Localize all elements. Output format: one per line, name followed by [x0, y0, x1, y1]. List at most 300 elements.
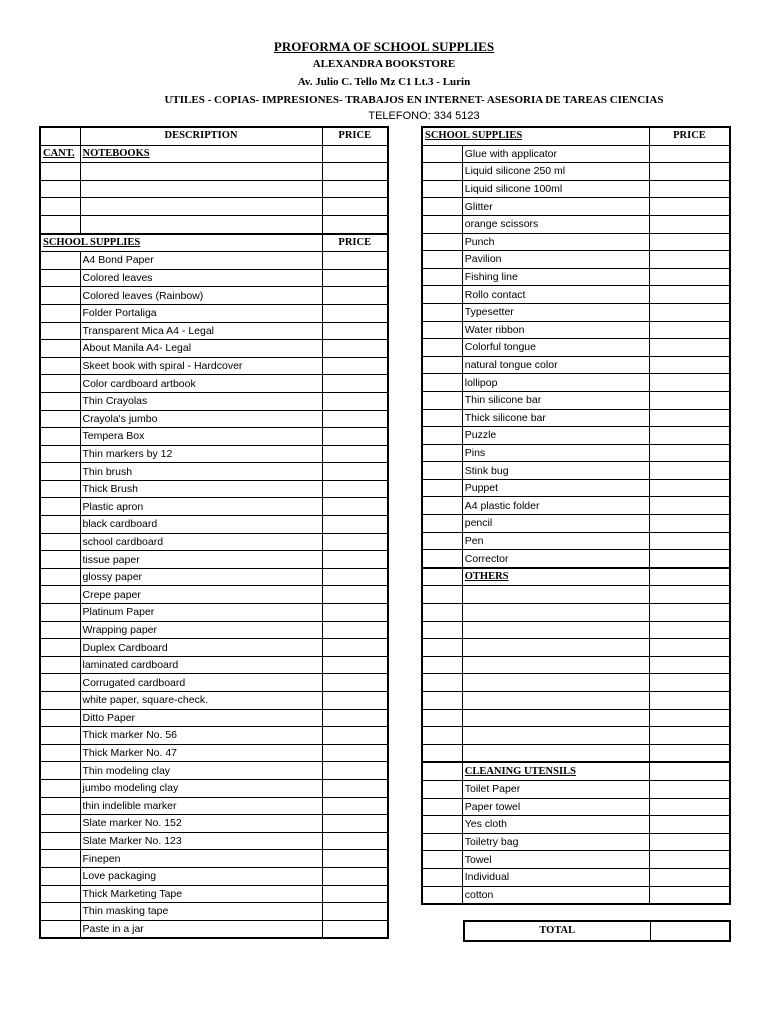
price-cell[interactable]	[322, 445, 388, 463]
price-cell[interactable]	[322, 920, 388, 938]
price-cell[interactable]	[649, 462, 730, 480]
qty-cell[interactable]	[422, 409, 462, 427]
price-cell[interactable]	[649, 621, 730, 639]
notebook-description-cell[interactable]	[80, 163, 322, 181]
qty-cell[interactable]	[40, 920, 80, 938]
price-cell[interactable]	[322, 145, 388, 163]
table-row	[422, 356, 730, 374]
price-cell[interactable]	[649, 532, 730, 550]
qty-cell[interactable]	[40, 762, 80, 780]
item-label: Thin Crayolas	[80, 392, 322, 410]
price-cell[interactable]	[649, 833, 730, 851]
others-blank-row	[422, 639, 730, 657]
qty-cell[interactable]	[422, 639, 462, 657]
qty-cell[interactable]	[40, 533, 80, 551]
item-label: Thin markers by 12	[80, 445, 322, 463]
qty-cell[interactable]	[422, 798, 462, 816]
price-cell[interactable]	[322, 392, 388, 410]
table-row	[40, 463, 388, 481]
right-supplies-table	[421, 126, 731, 905]
price-cell[interactable]	[322, 656, 388, 674]
price-cell[interactable]	[649, 816, 730, 834]
item-label: Finepen	[80, 850, 322, 868]
item-label: A4 plastic folder	[462, 497, 649, 515]
qty-cell[interactable]	[422, 145, 462, 163]
table-row	[40, 498, 388, 516]
other-description-cell[interactable]	[462, 692, 649, 710]
item-label: Plastic apron	[80, 498, 322, 516]
qty-cell[interactable]	[40, 340, 80, 358]
price-cell[interactable]	[649, 145, 730, 163]
qty-cell[interactable]	[422, 462, 462, 480]
qty-cell[interactable]	[40, 357, 80, 375]
page-title: PROFORMA OF SCHOOL SUPPLIES	[273, 39, 495, 54]
table-row	[422, 868, 730, 886]
other-description-cell[interactable]	[462, 586, 649, 604]
other-description-cell[interactable]	[462, 621, 649, 639]
table-row	[40, 850, 388, 868]
qty-cell[interactable]	[40, 252, 80, 270]
other-description-cell[interactable]	[462, 639, 649, 657]
price-cell[interactable]	[322, 832, 388, 850]
price-cell[interactable]	[649, 479, 730, 497]
price-cell[interactable]	[649, 798, 730, 816]
price-cell[interactable]	[649, 233, 730, 251]
price-cell[interactable]	[322, 692, 388, 710]
price-cell[interactable]	[322, 180, 388, 198]
notebook-description-cell[interactable]	[80, 198, 322, 216]
item-label: Thin brush	[80, 463, 322, 481]
qty-cell[interactable]	[40, 463, 80, 481]
table-row	[422, 532, 730, 550]
qty-cell[interactable]	[422, 233, 462, 251]
price-cell[interactable]	[649, 339, 730, 357]
item-label: Liquid silicone 250 ml	[462, 163, 649, 181]
qty-cell[interactable]	[422, 674, 462, 692]
item-label: Toiletry bag	[462, 833, 649, 851]
table-row	[40, 252, 388, 270]
price-cell[interactable]	[649, 550, 730, 568]
price-cell[interactable]	[649, 780, 730, 798]
qty-cell[interactable]	[422, 268, 462, 286]
table-row	[422, 251, 730, 269]
qty-cell[interactable]	[40, 480, 80, 498]
other-description-cell[interactable]	[462, 656, 649, 674]
qty-cell[interactable]	[40, 692, 80, 710]
qty-cell[interactable]	[40, 322, 80, 340]
qty-cell[interactable]	[422, 744, 462, 762]
price-cell[interactable]	[649, 727, 730, 745]
price-cell[interactable]	[649, 586, 730, 604]
left-school-price-label: PRICE	[322, 234, 388, 252]
others-header-row	[422, 568, 730, 586]
qty-cell[interactable]	[40, 551, 80, 569]
item-label: Rollo contact	[462, 286, 649, 304]
price-cell[interactable]	[649, 444, 730, 462]
qty-cell[interactable]	[422, 444, 462, 462]
qty-cell[interactable]	[40, 392, 80, 410]
price-cell[interactable]	[649, 163, 730, 181]
price-cell[interactable]	[649, 868, 730, 886]
price-cell[interactable]	[649, 356, 730, 374]
notebooks-label: NOTEBOOKS	[80, 145, 322, 163]
item-label: Thin modeling clay	[80, 762, 322, 780]
qty-cell[interactable]	[40, 867, 80, 885]
price-cell[interactable]	[322, 463, 388, 481]
qty-cell[interactable]	[422, 868, 462, 886]
price-cell[interactable]	[649, 374, 730, 392]
price-cell[interactable]	[322, 287, 388, 305]
price-cell[interactable]	[649, 692, 730, 710]
qty-cell[interactable]	[40, 586, 80, 604]
price-cell[interactable]	[649, 851, 730, 869]
table-row	[40, 516, 388, 534]
price-cell[interactable]	[322, 498, 388, 516]
price-cell[interactable]	[649, 639, 730, 657]
price-cell[interactable]	[322, 709, 388, 727]
qty-cell[interactable]	[40, 498, 80, 516]
price-cell[interactable]	[649, 180, 730, 198]
table-row	[40, 568, 388, 586]
item-label: Love packaging	[80, 867, 322, 885]
price-cell[interactable]	[649, 604, 730, 622]
table-row	[40, 797, 388, 815]
cleaning-label: CLEANING UTENSILS	[462, 762, 649, 780]
price-cell[interactable]	[649, 497, 730, 515]
table-row	[40, 815, 388, 833]
item-label: Ditto Paper	[80, 709, 322, 727]
price-cell[interactable]	[322, 604, 388, 622]
qty-cell[interactable]	[422, 515, 462, 533]
price-cell[interactable]	[322, 322, 388, 340]
qty-cell[interactable]	[422, 427, 462, 445]
price-cell[interactable]	[322, 516, 388, 534]
store-phone: TELEFONO: 334 5123	[368, 110, 480, 122]
notebook-description-cell[interactable]	[80, 180, 322, 198]
item-label: Fishing line	[462, 268, 649, 286]
qty-cell[interactable]	[422, 727, 462, 745]
item-label: Thick marker No. 56	[80, 727, 322, 745]
store-name: ALEXANDRA BOOKSTORE	[312, 58, 456, 70]
price-cell[interactable]	[322, 252, 388, 270]
price-cell[interactable]	[322, 674, 388, 692]
table-row	[422, 163, 730, 181]
item-label: Thick Brush	[80, 480, 322, 498]
qty-cell[interactable]	[422, 780, 462, 798]
table-row	[40, 586, 388, 604]
table-row	[40, 392, 388, 410]
other-description-cell[interactable]	[462, 604, 649, 622]
qty-cell[interactable]	[40, 656, 80, 674]
qty-cell[interactable]	[422, 886, 462, 904]
table-row	[40, 727, 388, 745]
qty-cell[interactable]	[422, 251, 462, 269]
qty-cell[interactable]	[422, 586, 462, 604]
qty-cell[interactable]	[422, 833, 462, 851]
qty-cell[interactable]	[40, 604, 80, 622]
table-row	[422, 145, 730, 163]
notebook-blank-row	[40, 215, 388, 233]
others-blank-row	[422, 604, 730, 622]
price-cell[interactable]	[322, 375, 388, 393]
qty-cell[interactable]	[422, 374, 462, 392]
qty-cell[interactable]	[40, 674, 80, 692]
item-label: cotton	[462, 886, 649, 904]
item-label: thin indelible marker	[80, 797, 322, 815]
qty-cell[interactable]	[422, 621, 462, 639]
qty-cell[interactable]	[40, 639, 80, 657]
price-cell[interactable]	[322, 480, 388, 498]
item-label: white paper, square-check.	[80, 692, 322, 710]
table-row	[422, 515, 730, 533]
price-cell[interactable]	[649, 286, 730, 304]
price-cell[interactable]	[322, 815, 388, 833]
qty-cell[interactable]	[40, 744, 80, 762]
price-cell[interactable]	[322, 551, 388, 569]
table-row	[422, 851, 730, 869]
price-cell[interactable]	[322, 163, 388, 181]
item-label: Stink bug	[462, 462, 649, 480]
qty-cell[interactable]	[40, 198, 80, 216]
item-label: pencil	[462, 515, 649, 533]
price-cell[interactable]	[322, 727, 388, 745]
table-row	[40, 533, 388, 551]
qty-cell[interactable]	[422, 286, 462, 304]
qty-cell[interactable]	[422, 391, 462, 409]
total-value-cell[interactable]	[650, 921, 730, 941]
price-cell[interactable]	[322, 744, 388, 762]
item-label: Platinum Paper	[80, 604, 322, 622]
price-cell[interactable]	[649, 303, 730, 321]
price-cell[interactable]	[649, 427, 730, 445]
other-description-cell[interactable]	[462, 727, 649, 745]
qty-cell[interactable]	[422, 709, 462, 727]
item-label: Thin silicone bar	[462, 391, 649, 409]
others-label: OTHERS	[462, 568, 649, 586]
item-label: Glue with applicator	[462, 145, 649, 163]
other-description-cell[interactable]	[462, 674, 649, 692]
others-blank-row	[422, 674, 730, 692]
price-cell[interactable]	[322, 850, 388, 868]
other-description-cell[interactable]	[462, 709, 649, 727]
table-row	[40, 867, 388, 885]
qty-cell[interactable]	[40, 304, 80, 322]
item-label: Water ribbon	[462, 321, 649, 339]
item-label: Tempera Box	[80, 428, 322, 446]
qty-cell[interactable]	[40, 779, 80, 797]
qty-cell[interactable]	[40, 375, 80, 393]
price-cell[interactable]	[322, 586, 388, 604]
qty-cell[interactable]	[40, 428, 80, 446]
qty-cell[interactable]	[40, 903, 80, 921]
qty-cell[interactable]	[422, 198, 462, 216]
table-row	[40, 287, 388, 305]
price-cell[interactable]	[649, 321, 730, 339]
qty-cell[interactable]	[422, 321, 462, 339]
item-label: black cardboard	[80, 516, 322, 534]
qty-cell[interactable]	[422, 762, 462, 780]
price-cell[interactable]	[322, 533, 388, 551]
price-cell[interactable]	[322, 621, 388, 639]
price-cell[interactable]	[649, 391, 730, 409]
price-cell[interactable]	[322, 867, 388, 885]
price-cell[interactable]	[322, 357, 388, 375]
qty-cell[interactable]	[422, 568, 462, 586]
price-cell[interactable]	[649, 198, 730, 216]
price-cell[interactable]	[322, 568, 388, 586]
price-cell[interactable]	[649, 409, 730, 427]
table-row	[422, 462, 730, 480]
qty-cell[interactable]	[422, 339, 462, 357]
price-cell[interactable]	[322, 269, 388, 287]
qty-cell[interactable]	[40, 269, 80, 287]
qty-cell[interactable]	[40, 215, 80, 233]
item-label: Thick Marker No. 47	[80, 744, 322, 762]
table-row	[40, 744, 388, 762]
price-cell[interactable]	[322, 797, 388, 815]
item-label: Individual	[462, 868, 649, 886]
qty-cell[interactable]	[422, 215, 462, 233]
item-label: Folder Portaliga	[80, 304, 322, 322]
table-row	[422, 268, 730, 286]
qty-cell[interactable]	[40, 815, 80, 833]
table-row	[422, 215, 730, 233]
table-row	[40, 322, 388, 340]
price-cell[interactable]	[649, 886, 730, 904]
item-label: Puppet	[462, 479, 649, 497]
table-row	[40, 674, 388, 692]
others-blank-row	[422, 744, 730, 762]
item-label: Thin masking tape	[80, 903, 322, 921]
other-description-cell[interactable]	[462, 744, 649, 762]
price-cell[interactable]	[649, 268, 730, 286]
price-cell[interactable]	[649, 709, 730, 727]
qty-cell[interactable]	[40, 163, 80, 181]
item-label: Skeet book with spiral - Hardcover	[80, 357, 322, 375]
qty-cell[interactable]	[422, 656, 462, 674]
table-row	[40, 779, 388, 797]
item-label: Slate marker No. 152	[80, 815, 322, 833]
price-cell[interactable]	[322, 779, 388, 797]
price-cell[interactable]	[322, 340, 388, 358]
qty-cell[interactable]	[40, 516, 80, 534]
table-row	[422, 374, 730, 392]
notebook-blank-row	[40, 180, 388, 198]
qty-cell[interactable]	[40, 287, 80, 305]
qty-cell[interactable]	[422, 163, 462, 181]
price-cell[interactable]	[649, 762, 730, 780]
qty-cell[interactable]	[422, 692, 462, 710]
table-row	[40, 621, 388, 639]
qty-cell[interactable]	[422, 851, 462, 869]
price-cell[interactable]	[322, 410, 388, 428]
table-row	[40, 551, 388, 569]
qty-cell[interactable]	[422, 180, 462, 198]
qty-cell[interactable]	[422, 497, 462, 515]
price-cell[interactable]	[322, 639, 388, 657]
price-cell[interactable]	[322, 304, 388, 322]
item-label: Pavilion	[462, 251, 649, 269]
table-row	[422, 427, 730, 445]
item-label: Corrector	[462, 550, 649, 568]
table-row	[40, 903, 388, 921]
table-row	[422, 780, 730, 798]
qty-cell[interactable]	[40, 621, 80, 639]
qty-cell[interactable]	[422, 303, 462, 321]
left-school-supplies-label: SCHOOL SUPPLIES	[40, 234, 322, 252]
item-label: Transparent Mica A4 - Legal	[80, 322, 322, 340]
qty-cell[interactable]	[40, 410, 80, 428]
price-cell[interactable]	[322, 198, 388, 216]
right-header-row	[422, 127, 730, 145]
table-row	[422, 286, 730, 304]
qty-cell[interactable]	[40, 180, 80, 198]
table-row	[40, 480, 388, 498]
table-row	[40, 709, 388, 727]
qty-cell[interactable]	[422, 550, 462, 568]
item-label: Liquid silicone 100ml	[462, 180, 649, 198]
item-label: Paper towel	[462, 798, 649, 816]
qty-cell[interactable]	[40, 727, 80, 745]
qty-cell[interactable]	[422, 816, 462, 834]
table-row	[40, 832, 388, 850]
table-row	[422, 816, 730, 834]
col-description-header: DESCRIPTION	[80, 127, 322, 145]
notebook-description-cell[interactable]	[80, 215, 322, 233]
item-label: Colorful tongue	[462, 339, 649, 357]
qty-cell[interactable]	[40, 885, 80, 903]
table-row	[422, 497, 730, 515]
price-cell[interactable]	[322, 762, 388, 780]
others-blank-row	[422, 621, 730, 639]
table-row	[40, 762, 388, 780]
table-row	[40, 304, 388, 322]
price-cell[interactable]	[322, 215, 388, 233]
qty-cell[interactable]	[422, 604, 462, 622]
table-row	[422, 886, 730, 904]
price-cell[interactable]	[322, 903, 388, 921]
price-cell[interactable]	[649, 656, 730, 674]
qty-cell[interactable]	[40, 850, 80, 868]
qty-cell[interactable]	[40, 709, 80, 727]
qty-cell[interactable]	[422, 479, 462, 497]
item-label: lollipop	[462, 374, 649, 392]
qty-cell[interactable]	[422, 356, 462, 374]
price-cell[interactable]	[649, 251, 730, 269]
notebook-blank-row	[40, 163, 388, 181]
table-row	[40, 269, 388, 287]
item-label: Colored leaves (Rainbow)	[80, 287, 322, 305]
item-label: orange scissors	[462, 215, 649, 233]
table-row	[422, 198, 730, 216]
qty-cell[interactable]	[40, 797, 80, 815]
price-cell[interactable]	[322, 428, 388, 446]
table-row	[40, 656, 388, 674]
price-cell[interactable]	[649, 744, 730, 762]
qty-cell[interactable]	[40, 568, 80, 586]
table-row	[422, 444, 730, 462]
price-cell[interactable]	[322, 885, 388, 903]
qty-cell[interactable]	[422, 532, 462, 550]
price-cell[interactable]	[649, 515, 730, 533]
qty-cell[interactable]	[40, 832, 80, 850]
qty-cell[interactable]	[40, 445, 80, 463]
price-cell[interactable]	[649, 674, 730, 692]
price-cell[interactable]	[649, 215, 730, 233]
others-blank-row	[422, 586, 730, 604]
table-row	[422, 339, 730, 357]
price-cell[interactable]	[649, 568, 730, 586]
